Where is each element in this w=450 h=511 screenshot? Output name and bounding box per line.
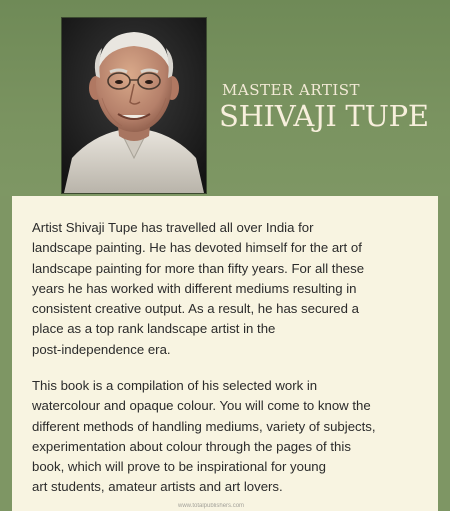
text-line: landscape painting for more than fifty years. For all these [32,260,365,276]
website-watermark: www.totalpublishers.com [178,503,245,509]
text-line: Artist Shivaji Tupe has travelled all over India for [32,220,314,235]
text-line: experimentation about colour through the pages of this [32,438,351,454]
subtitle-master-artist: MASTER ARTIST [222,81,361,99]
text-line: landscape painting. He has devoted himself for the art of [32,240,362,256]
text-line: art students, amateur artists and art lovers. [32,479,283,495]
text-line: different methods of handling mediums, variety of subjects, [32,418,376,434]
text-line: place as a top rank landscape artist in the [32,321,276,337]
text-line: years he has worked with different mediums resulting in [32,280,357,296]
biography-paragraph [32,218,412,360]
artist-portrait-photo [61,17,207,194]
text-line: post-independence era. [32,341,171,357]
text-line: This book is a compilation of his selected work in [32,378,318,393]
text-line: consistent creative output. As a result, he has secured a [32,301,359,317]
book-description-paragraph [32,376,412,498]
portrait-icon [62,18,206,193]
text-line: watercolour and opaque colour. You will come to know the [32,398,371,414]
artist-name-title: SHIVAJI TUPE [219,99,429,133]
text-line: book, which will prove to be inspirational for young [32,459,326,475]
